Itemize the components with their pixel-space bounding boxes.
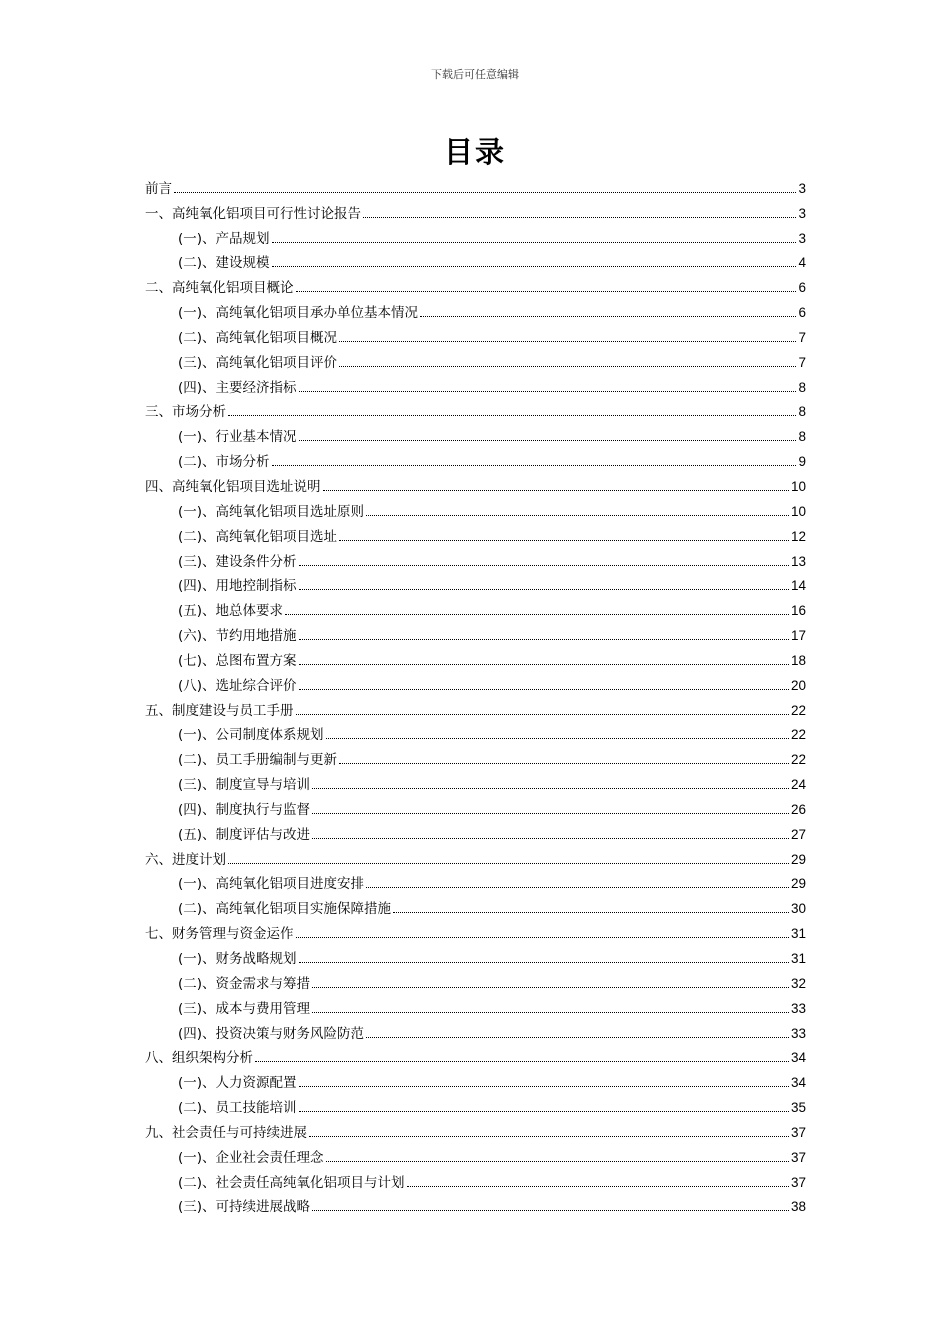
toc-dot-leader bbox=[312, 838, 789, 839]
toc-page-number: 16 bbox=[790, 603, 806, 619]
toc-entry-text: 前言 bbox=[145, 180, 172, 197]
toc-dot-leader bbox=[339, 366, 796, 367]
toc-dot-leader bbox=[296, 291, 797, 292]
toc-dot-leader bbox=[339, 341, 796, 342]
toc-entry[interactable] bbox=[145, 820, 806, 845]
toc-entry-text: 三、市场分析 bbox=[145, 404, 226, 421]
toc-dot-leader bbox=[339, 540, 789, 541]
toc-dot-leader bbox=[272, 266, 797, 267]
toc-entry-text: (三)、建设条件分析 bbox=[178, 553, 297, 570]
toc-entry-text: (二)、市场分析 bbox=[178, 454, 270, 471]
toc-page-number: 9 bbox=[798, 454, 806, 470]
toc-dot-leader bbox=[366, 887, 789, 888]
toc-dot-leader bbox=[366, 1037, 789, 1038]
toc-dot-leader bbox=[309, 1136, 789, 1137]
toc-entry-text: (一)、高纯氧化铝项目进度安排 bbox=[178, 876, 365, 893]
toc-entry[interactable] bbox=[145, 944, 806, 969]
toc-dot-leader bbox=[299, 639, 789, 640]
toc-entry-text: 七、财务管理与资金运作 bbox=[145, 926, 294, 943]
toc-entry[interactable] bbox=[145, 1093, 806, 1118]
toc-page-number: 6 bbox=[798, 305, 806, 321]
toc-entry-text: (二)、高纯氧化铝项目概况 bbox=[178, 329, 338, 346]
toc-entry[interactable] bbox=[145, 497, 806, 522]
toc-entry[interactable] bbox=[145, 1168, 806, 1193]
toc-entry-text: (三)、高纯氧化铝项目评价 bbox=[178, 354, 338, 371]
toc-dot-leader bbox=[366, 515, 789, 516]
toc-entry-text: (六)、节约用地措施 bbox=[178, 628, 297, 645]
toc-entry[interactable] bbox=[145, 547, 806, 572]
toc-dot-leader bbox=[299, 689, 789, 690]
toc-entry-text: (四)、制度执行与监督 bbox=[178, 801, 311, 818]
page-header-note: 下载后可任意编辑 bbox=[431, 68, 519, 81]
toc-entry-text: (一)、财务战略规划 bbox=[178, 951, 297, 967]
toc-dot-leader bbox=[299, 962, 789, 963]
toc-page-number: 31 bbox=[790, 926, 806, 942]
toc-dot-leader bbox=[393, 912, 789, 913]
toc-page-number: 29 bbox=[790, 851, 806, 867]
toc-page-number: 37 bbox=[790, 1174, 806, 1190]
toc-dot-leader bbox=[296, 714, 789, 715]
toc-entry[interactable] bbox=[145, 1044, 806, 1069]
toc-entry[interactable] bbox=[145, 1019, 806, 1044]
toc-entry[interactable] bbox=[145, 770, 806, 795]
toc-page-number: 12 bbox=[790, 528, 806, 544]
toc-list bbox=[145, 174, 806, 1217]
toc-dot-leader bbox=[285, 614, 789, 615]
toc-page-number: 38 bbox=[790, 1199, 806, 1215]
toc-dot-leader bbox=[255, 1061, 789, 1062]
toc-dot-leader bbox=[312, 813, 789, 814]
toc-page-number: 22 bbox=[790, 702, 806, 718]
toc-entry[interactable] bbox=[145, 422, 806, 447]
toc-dot-leader bbox=[326, 1161, 789, 1162]
toc-entry[interactable] bbox=[145, 621, 806, 646]
toc-entry[interactable] bbox=[145, 249, 806, 274]
toc-page-number: 30 bbox=[790, 901, 806, 917]
toc-entry-text: (三)、可持续进展战略 bbox=[178, 1199, 311, 1216]
toc-page-number: 17 bbox=[790, 628, 806, 644]
toc-page-number: 14 bbox=[790, 578, 806, 594]
toc-page-number: 22 bbox=[790, 752, 806, 768]
toc-entry-text: (一)、人力资源配置 bbox=[178, 1075, 297, 1092]
toc-dot-leader bbox=[299, 1086, 789, 1087]
toc-dot-leader bbox=[323, 490, 789, 491]
toc-entry-text: 九、社会责任与可持续进展 bbox=[145, 1124, 307, 1141]
toc-entry-text: (二)、高纯氧化铝项目实施保障措施 bbox=[178, 901, 392, 918]
toc-dot-leader bbox=[296, 937, 789, 938]
toc-entry[interactable] bbox=[145, 671, 806, 696]
toc-entry-text: (七)、总图布置方案 bbox=[178, 652, 297, 669]
toc-page-number: 13 bbox=[790, 553, 806, 569]
toc-entry[interactable] bbox=[145, 199, 806, 224]
toc-entry[interactable] bbox=[145, 696, 806, 721]
toc-entry-text: 一、高纯氧化铝项目可行性讨论报告 bbox=[145, 205, 361, 222]
toc-entry-text: (三)、制度宣导与培训 bbox=[178, 777, 311, 794]
toc-entry-text: (一)、公司制度体系规划 bbox=[178, 727, 324, 744]
toc-entry[interactable] bbox=[145, 224, 806, 249]
toc-entry-text: 八、组织架构分析 bbox=[145, 1050, 253, 1067]
toc-page-number: 10 bbox=[790, 503, 806, 519]
toc-entry[interactable] bbox=[145, 646, 806, 671]
toc-dot-leader bbox=[339, 763, 789, 764]
toc-dot-leader bbox=[272, 242, 797, 243]
toc-entry[interactable] bbox=[145, 745, 806, 770]
toc-page-number: 10 bbox=[790, 478, 806, 494]
toc-title: 目录 bbox=[443, 135, 506, 169]
toc-page-number: 34 bbox=[790, 1075, 806, 1091]
toc-dot-leader bbox=[299, 664, 789, 665]
toc-entry[interactable] bbox=[145, 870, 806, 895]
toc-dot-leader bbox=[299, 391, 797, 392]
toc-page-number: 24 bbox=[790, 777, 806, 793]
toc-page-number: 8 bbox=[798, 379, 806, 395]
toc-page-number: 7 bbox=[798, 329, 806, 345]
toc-entry-text: 五、制度建设与员工手册 bbox=[145, 702, 294, 719]
toc-dot-leader bbox=[299, 589, 789, 590]
toc-dot-leader bbox=[228, 863, 789, 864]
toc-entry[interactable] bbox=[145, 174, 806, 199]
toc-entry-text: (四)、投资决策与财务风险防范 bbox=[178, 1025, 365, 1042]
toc-entry[interactable] bbox=[145, 447, 806, 472]
toc-entry[interactable] bbox=[145, 472, 806, 497]
toc-dot-leader bbox=[420, 316, 796, 317]
toc-page-number: 20 bbox=[790, 677, 806, 693]
toc-entry[interactable] bbox=[145, 1193, 806, 1218]
toc-entry[interactable] bbox=[145, 721, 806, 746]
toc-page-number: 3 bbox=[798, 180, 806, 196]
toc-entry[interactable] bbox=[145, 845, 806, 870]
toc-entry-text: (四)、用地控制指标 bbox=[178, 578, 297, 595]
toc-dot-leader bbox=[363, 217, 796, 218]
toc-page-number: 37 bbox=[790, 1149, 806, 1165]
toc-dot-leader bbox=[299, 565, 789, 566]
toc-entry[interactable] bbox=[145, 894, 806, 919]
toc-entry-text: (三)、成本与费用管理 bbox=[178, 1000, 311, 1017]
toc-page-number: 6 bbox=[798, 280, 806, 296]
toc-entry-text: (一)、高纯氧化铝项目承办单位基本情况 bbox=[178, 305, 419, 322]
toc-page-number: 8 bbox=[798, 404, 806, 420]
toc-page-number: 3 bbox=[798, 230, 806, 246]
toc-entry[interactable] bbox=[145, 969, 806, 994]
toc-page-number: 32 bbox=[790, 975, 806, 991]
toc-dot-leader bbox=[407, 1186, 789, 1187]
toc-dot-leader bbox=[299, 1111, 789, 1112]
toc-entry[interactable] bbox=[145, 273, 806, 298]
toc-entry-text: (二)、社会责任高纯氧化铝项目与计划 bbox=[178, 1174, 405, 1191]
toc-page-number: 33 bbox=[790, 1025, 806, 1041]
toc-page-number: 26 bbox=[790, 801, 806, 817]
toc-dot-leader bbox=[312, 788, 789, 789]
toc-page-number: 31 bbox=[790, 951, 806, 966]
toc-dot-leader bbox=[228, 415, 796, 416]
toc-entry[interactable] bbox=[145, 1068, 806, 1093]
toc-page-number: 8 bbox=[798, 429, 806, 445]
toc-page-number: 37 bbox=[790, 1124, 806, 1140]
toc-page-number: 7 bbox=[798, 354, 806, 370]
toc-entry-text: 六、进度计划 bbox=[145, 851, 226, 868]
toc-entry-text: (一)、产品规划 bbox=[178, 230, 270, 247]
toc-entry[interactable] bbox=[145, 1143, 806, 1168]
toc-page-number: 4 bbox=[798, 255, 806, 271]
toc-entry-text: (二)、建设规模 bbox=[178, 255, 270, 272]
toc-entry-text: (一)、企业社会责任理念 bbox=[178, 1149, 324, 1166]
toc-entry[interactable] bbox=[145, 994, 806, 1019]
toc-entry-text: 四、高纯氧化铝项目选址说明 bbox=[145, 478, 321, 495]
toc-dot-leader bbox=[312, 1012, 789, 1013]
toc-page-number: 29 bbox=[790, 876, 806, 892]
toc-entry[interactable] bbox=[145, 596, 806, 621]
toc-entry-text: (八)、选址综合评价 bbox=[178, 677, 297, 694]
toc-page-number: 18 bbox=[790, 652, 806, 668]
toc-entry-text: (一)、行业基本情况 bbox=[178, 429, 297, 446]
toc-entry[interactable] bbox=[145, 572, 806, 597]
toc-page-number: 3 bbox=[798, 205, 806, 221]
toc-entry-text: (二)、员工技能培训 bbox=[178, 1100, 297, 1117]
toc-entry-text: 二、高纯氧化铝项目概论 bbox=[145, 280, 294, 297]
toc-page-number: 22 bbox=[790, 727, 806, 743]
toc-dot-leader bbox=[272, 465, 797, 466]
toc-entry[interactable] bbox=[145, 795, 806, 820]
toc-entry[interactable] bbox=[145, 373, 806, 398]
toc-entry-text: (五)、制度评估与改进 bbox=[178, 826, 311, 843]
toc-page-number: 33 bbox=[790, 1000, 806, 1016]
toc-entry-text: (一)、高纯氧化铝项目选址原则 bbox=[178, 503, 365, 520]
toc-entry[interactable] bbox=[145, 323, 806, 348]
toc-entry[interactable] bbox=[145, 919, 806, 944]
toc-entry[interactable] bbox=[145, 348, 806, 373]
toc-dot-leader bbox=[326, 738, 789, 739]
toc-page-number: 34 bbox=[790, 1050, 806, 1066]
toc-entry-text: (五)、地总体要求 bbox=[178, 603, 284, 620]
toc-dot-leader bbox=[312, 1210, 789, 1211]
toc-entry-text: (二)、高纯氧化铝项目选址 bbox=[178, 528, 338, 545]
toc-entry[interactable] bbox=[145, 298, 806, 323]
toc-dot-leader bbox=[299, 440, 797, 441]
toc-page-number: 27 bbox=[790, 826, 806, 842]
toc-entry-text: (二)、员工手册编制与更新 bbox=[178, 752, 338, 769]
toc-dot-leader bbox=[312, 987, 789, 988]
toc-dot-leader bbox=[174, 192, 796, 193]
toc-entry[interactable] bbox=[145, 522, 806, 547]
toc-entry-text: (二)、资金需求与筹措 bbox=[178, 975, 311, 992]
toc-page-number: 35 bbox=[790, 1100, 806, 1116]
toc-entry-text: (四)、主要经济指标 bbox=[178, 379, 297, 396]
toc-entry[interactable] bbox=[145, 1118, 806, 1143]
toc-entry[interactable] bbox=[145, 398, 806, 423]
